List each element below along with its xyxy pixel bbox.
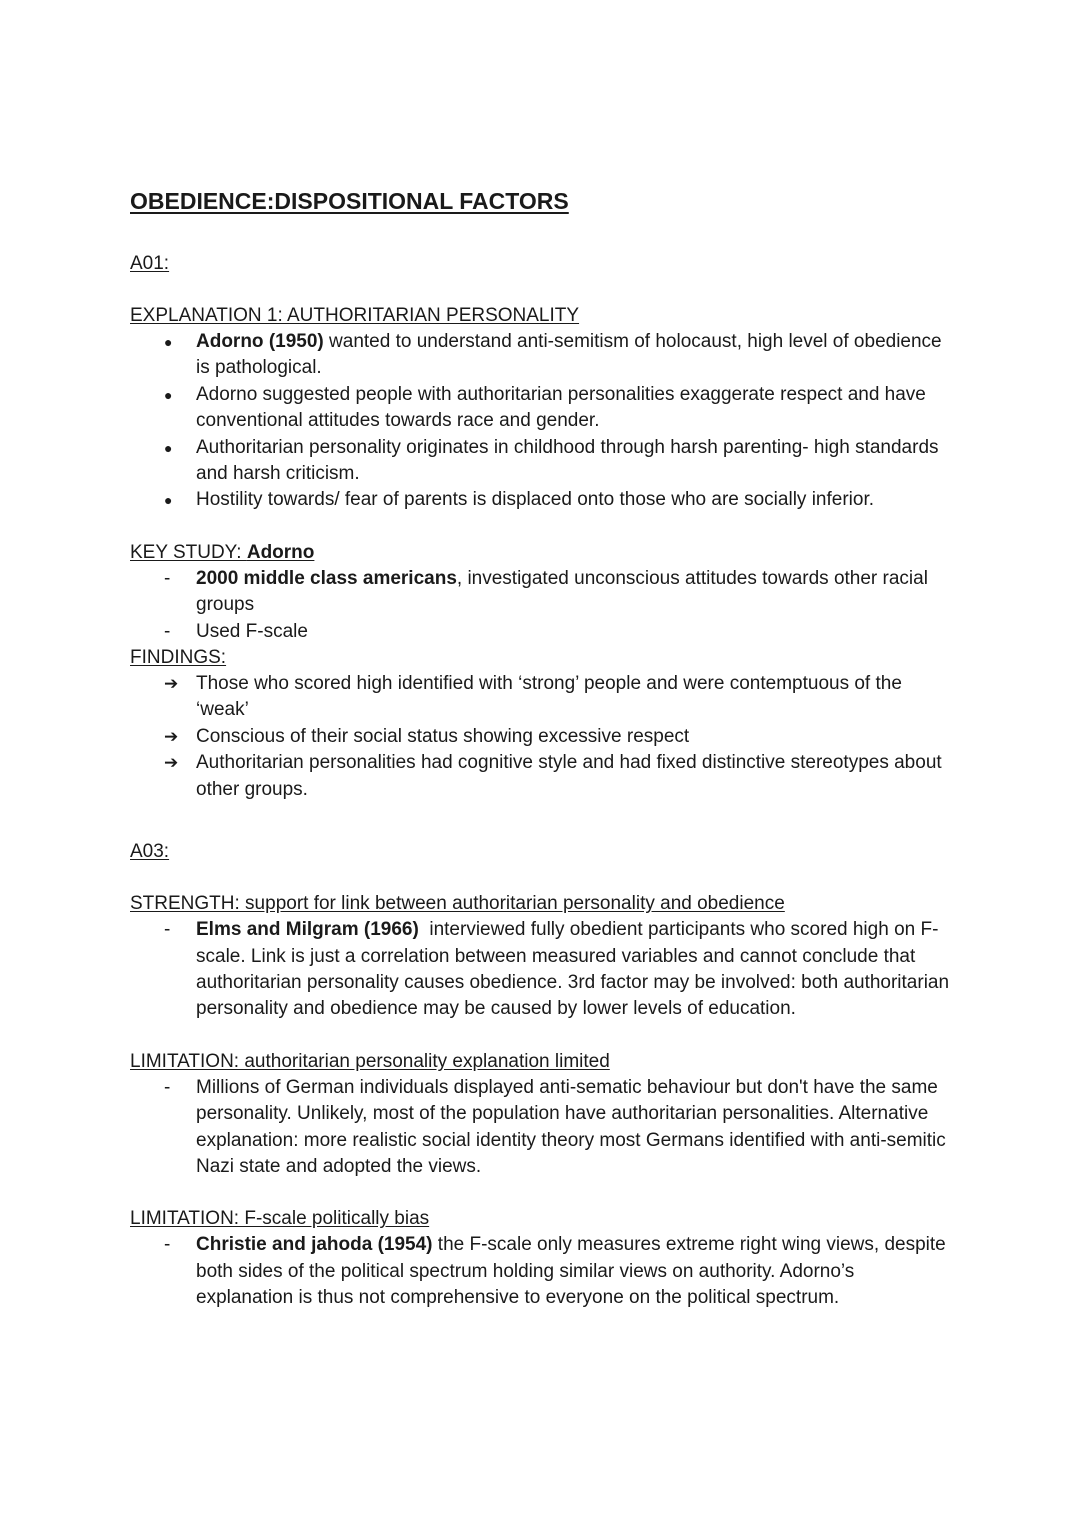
list-item: - Christie and jahoda (1954) the F-scale only measures extreme right wing views, despite both sides of the political spectrum holding similar views on authority. Adorno’s explanation is thus not comprehensive to everyone on the political spectrum. bbox=[164, 1234, 946, 1309]
bullet-icon: ● bbox=[164, 334, 173, 350]
findings-heading: FINDINGS: bbox=[130, 647, 227, 669]
list-item: - Elms and Milgram (1966) interviewed fully obedient participants who scored high on F-scale. Link is just a correlation between measured variables and cannot conclude that authoritarian personality causes obedience. 3rd factor may be involved: both authoritarian personality and obedience may be caused by lower levels of education. bbox=[164, 919, 955, 1020]
bullet-icon: ● bbox=[164, 386, 173, 403]
list-item: ● Hostility towards/ fear of parents is displaced onto those who are socially inferior. bbox=[130, 487, 950, 513]
explanation-bullet-list bbox=[130, 329, 950, 514]
document-page bbox=[130, 186, 955, 1312]
strength-heading: STRENGTH: support for link between authoritarian personality and obedience bbox=[130, 893, 785, 915]
list-item: - 2000 middle class americans, investigated unconscious attitudes towards other racial groups bbox=[164, 567, 928, 616]
findings-list bbox=[130, 671, 950, 803]
dash-icon: - bbox=[164, 919, 171, 941]
list-item: ● Authoritarian personality originates in childhood through harsh parenting- high standards and harsh criticism. bbox=[164, 436, 939, 485]
list-item: - Millions of German individuals displayed anti-sematic behaviour but don't have the same personality. Unlikely, most of the population have authoritarian personalities. Alternative explanation: more realistic social identity theory most Germans identified with anti-semitic Nazi state and adopted the views. bbox=[164, 1076, 946, 1177]
ao1-label: A01: bbox=[130, 253, 170, 274]
page-title: OBEDIENCE:DISPOSITIONAL FACTORS bbox=[130, 188, 569, 214]
ao3-label: A03: bbox=[130, 841, 170, 863]
list-item: ● Adorno (1950) wanted to understand anti-semitism of holocaust, high level of obedience is pathological. bbox=[164, 331, 942, 379]
limitation-2-list bbox=[130, 1232, 950, 1311]
list-item: ➔ Conscious of their social status showing excessive respect bbox=[130, 724, 950, 750]
key-study-list bbox=[130, 566, 950, 645]
limitation-1-heading: LIMITATION: authoritarian personality explanation limited bbox=[130, 1050, 610, 1072]
list-item: ➔ Authoritarian personalities had cognitive style and had fixed distinctive stereotypes about other groups. bbox=[164, 752, 942, 800]
list-item: ● Adorno suggested people with authoritarian personalities exaggerate respect and have conventional attitudes towards race and gender. bbox=[164, 383, 926, 432]
dash-icon: - bbox=[164, 620, 171, 642]
bullet-icon: ● bbox=[164, 439, 173, 456]
arrow-icon: ➔ bbox=[164, 726, 179, 746]
limitation-1-list bbox=[130, 1075, 950, 1181]
bullet-icon: ● bbox=[164, 492, 173, 509]
list-item: ➔ Those who scored high identified with ‘strong’ people and were contemptuous of the ‘weak’ bbox=[164, 673, 902, 721]
arrow-icon: ➔ bbox=[164, 753, 179, 773]
dash-icon: - bbox=[164, 1076, 171, 1098]
key-study-heading: KEY STUDY: Adorno bbox=[130, 541, 315, 563]
list-item: - Used F-scale bbox=[130, 619, 950, 645]
explanation-heading: EXPLANATION 1: AUTHORITARIAN PERSONALITY bbox=[130, 305, 580, 326]
limitation-2-heading: LIMITATION: F-scale politically bias bbox=[130, 1208, 430, 1230]
strength-list bbox=[130, 917, 955, 1023]
arrow-icon: ➔ bbox=[164, 674, 179, 694]
dash-icon: - bbox=[164, 567, 171, 589]
dash-icon: - bbox=[164, 1234, 171, 1256]
